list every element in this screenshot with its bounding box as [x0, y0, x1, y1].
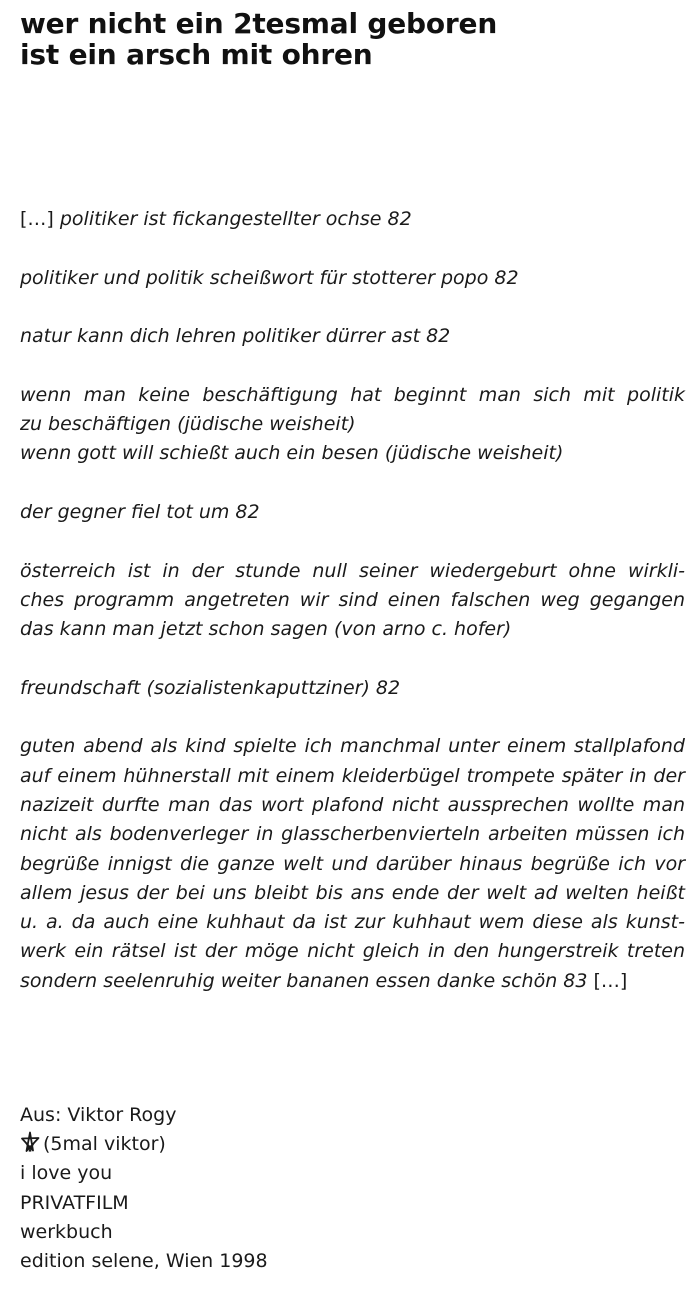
source-line-4: PRIVATFILM: [20, 1191, 129, 1214]
paragraph-6-line-1: österreich ist in der stunde null seiner wiedergeburt ohne wirkli-: [20, 559, 685, 582]
paragraph-2-text: politiker und politik scheißwort für stotterer popo 82: [20, 266, 519, 289]
paragraph-4-line-2: zu beschäftigen (jüdische weisheit): [20, 413, 356, 436]
title-line-1: wer nicht ein 2tesmal geboren: [20, 7, 498, 40]
source-line-2: (5mal viktor): [43, 1133, 166, 1156]
paragraph-4: [20, 381, 685, 469]
paragraph-6-line-3: das kann man jetzt schon sagen (von arno c. hofer): [20, 618, 512, 641]
paragraph-6: [20, 557, 685, 645]
paragraph-8-line-1: guten abend als kind spielte ich manchmal unter einem stallplafond: [20, 735, 685, 758]
source-line-5: werkbuch: [20, 1220, 113, 1243]
source-line-6: edition selene, Wien 1998: [20, 1250, 268, 1273]
paragraph-7: [20, 674, 685, 703]
paragraph-8-line-8: werk ein rätsel ist der möge nicht gleich in den hungerstreik treten: [20, 940, 685, 963]
paragraph-8-line-5: begrüße innigst die ganze welt und darüber hinaus begrüße ich vor: [20, 852, 685, 875]
title-line-2: ist ein arsch mit ohren: [20, 38, 373, 71]
paragraph-3: [20, 322, 685, 351]
source-citation: [20, 1101, 268, 1276]
paragraph-5-text: der gegner fiel tot um 82: [20, 500, 260, 523]
paragraph-8-line-4: nicht als bodenverleger in glasscherbenvierteln arbeiten müssen ich: [20, 823, 685, 846]
paragraph-8-line-6: allem jesus der bei uns bleibt bis ans ende der welt ad welten heißt: [20, 881, 685, 904]
paragraph-8-line-7: u. a. da auch eine kuhhaut da ist zur kuhhaut wem diese als kunst-: [20, 911, 685, 934]
paragraph-6-line-2: ches programm angetreten wir sind einen falschen weg gegangen: [20, 588, 685, 611]
paragraph-8-line-2: auf einem hühnerstall mit einem kleiderbügel trompete später in der: [20, 764, 685, 787]
paragraph-3-text: natur kann dich lehren politiker dürrer ast 82: [20, 325, 451, 348]
paragraph-2: [20, 264, 685, 293]
paragraph-1: [20, 205, 685, 234]
paragraph-8-line-3: nazizeit durfte man das wort plafond nicht aussprechen wollte man: [20, 793, 685, 816]
paragraph-1-text: politiker ist fickangestellter ochse 82: [53, 208, 412, 230]
paragraph-5: [20, 498, 685, 527]
poem-body: [20, 205, 685, 1025]
omission-bracket: […]: [20, 208, 54, 230]
paragraph-4-line-1: wenn man keine beschäftigung hat beginnt man sich mit politik: [20, 383, 685, 406]
hand-drawn-star-icon: [20, 1131, 40, 1153]
page-title: [20, 8, 497, 70]
paragraph-7-text: freundschaft (sozialistenkaputtziner) 82: [20, 676, 401, 699]
source-line-1: Aus: Viktor Rogy: [20, 1104, 177, 1126]
paragraph-8: [20, 732, 685, 996]
omission-bracket-end: […]: [587, 969, 628, 992]
paragraph-4-line-3: wenn gott will schießt auch ein besen (jüdische weisheit): [20, 442, 564, 465]
source-line-3: i love you: [20, 1162, 113, 1185]
paragraph-8-line-9: sondern seelenruhig weiter bananen essen danke schön 83: [20, 969, 588, 992]
